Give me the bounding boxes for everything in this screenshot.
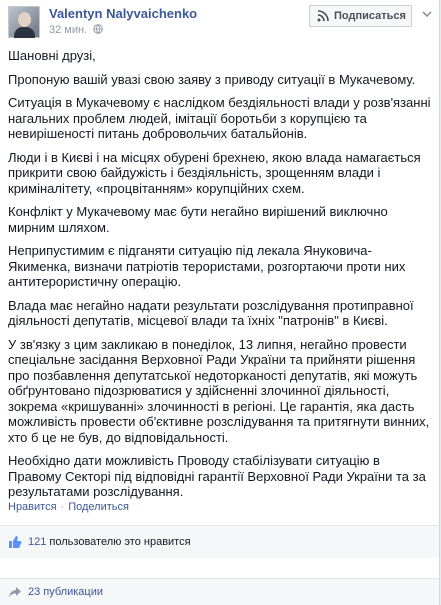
paragraph: Шановні друзі, [8,48,96,63]
paragraph: Неприпустимим є підганяти ситуацію під лекала Януковича-Якименка, визначи патріотів терористами, розгортаючи проти них антитерористичну операцію. [8,243,406,289]
thumbs-up-icon [8,535,22,549]
avatar[interactable] [8,6,40,38]
author-name[interactable]: Valentyn Nalyvaichenko [49,6,198,21]
subscribe-button[interactable] [309,5,412,27]
paragraph: Конфлікт у Мукачевому має бути негайно вирішений виключно мирним шляхом. [8,204,388,235]
paragraph: Влада має негайно надати результати розслідування протиправної діяльності депутатів, місцевої влади та їхніх "патронів" в Києві. [8,297,414,328]
chevron-down-icon[interactable] [421,8,433,20]
paragraph: У зв'язку з цим закликаю в понеділок, 13 липня, негайно провести спеціальне засідання Верховної Ради України та прийняти рішення про позбавлення депутатської недоторканості депутатів, які можуть обґрунтовано підозрюватися у здійсненні злочинної діяльності, зокрема «кришуванні» злочинності в регіоні. Це гарантія, яка дасть можливість провести об'єктивне розслідування та притягнути винних, хто б це не був, до відповідальності. [8,336,430,445]
shares-row [0,578,440,605]
likes-row [0,525,440,558]
share-link[interactable]: Поделиться [68,501,129,513]
rss-icon [317,10,329,22]
subscribe-label: Подписаться [334,10,406,22]
share-icon [8,585,22,599]
likes-text: пользователю это нравится [49,536,191,548]
separator-dot: · [60,501,65,513]
post-time[interactable]: 32 мин. [49,24,88,36]
like-link[interactable]: Нравится [8,501,57,513]
post-actions [8,501,129,513]
likes-count[interactable]: 121 [28,536,47,548]
likes-summary [28,536,191,548]
post-meta [49,24,103,36]
paragraph: Ситуація в Мукачевому є наслідком бездіяльності влади у розв'язанні нагальних проблем людей, імітації боротьби з корупцією та невирішеності питань добровольчих батальйонів. [8,95,431,141]
paragraph: Пропоную вашій увазі свою заяву з приводу ситуації в Мукачевому. [8,71,416,87]
globe-icon [93,24,103,36]
paragraph: Необхідно дати можливість Проводу стабілізувати ситуацію в Правому Секторі під відповідні гарантії Верховної Ради України та за результатами розслідування. [8,453,426,499]
paragraph: Люди і в Києві і на місцях обурені брехнею, якою влада намагається прикрити свою байдужість і бездіяльність, зрощенням влади і криміналітету, «процвітанням» корупційних схем. [8,149,421,196]
spacer [0,558,440,578]
post-text [8,48,433,508]
shares-link[interactable]: 23 публикации [28,586,104,598]
